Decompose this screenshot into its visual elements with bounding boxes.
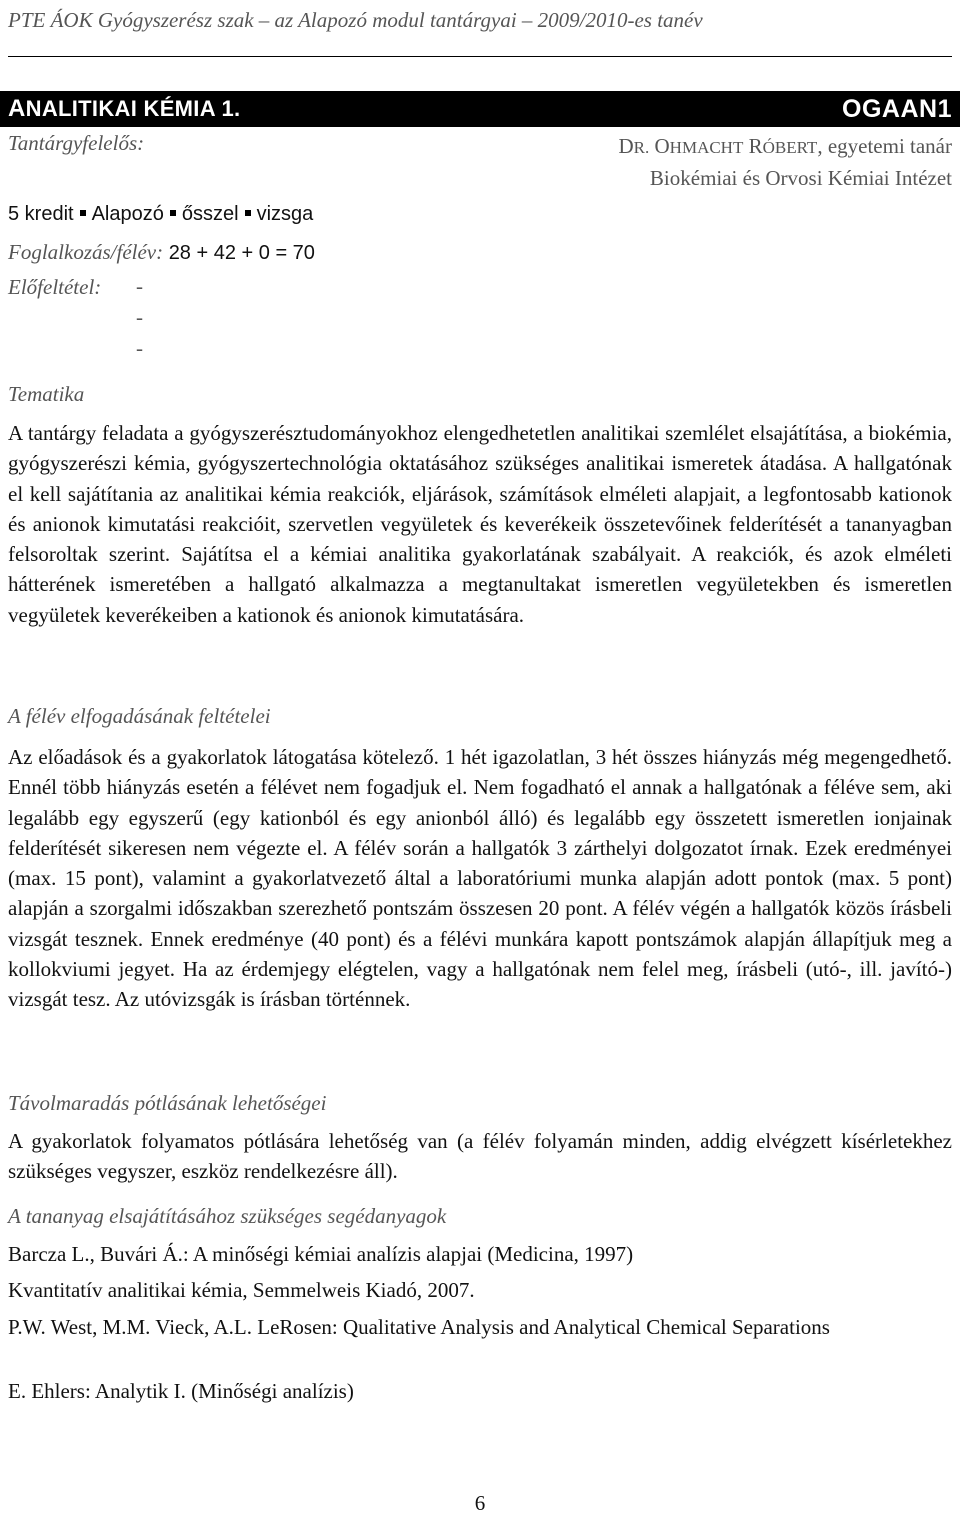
conditions-text: Az előadások és a gyakorlatok látogatása kötelező. 1 hét igazolatlan, 3 hét összes hiányzás még megengedhető. Ennél több hiányzás esetén a félévet nem fogadjuk el. Nem fogadható el annak a hallgatónak a féléve sem, aki legalább egy egyszerű (egy kationból és egy anionból álló) és legalább egy összetett ismeretlen ionjainak felderítését sikeresen nem végezte el. A félév során a hallgatók 3 zárthelyi dolgozatot írnak. Ezek eredményei (max. 15 pont), valamint a gyakorlatvezető által a laboratóriumi munka alapján adott pontok (max. 5 pont) alapján a szorgalmi időszakban szerezhető pontszám összesen 20 pont. A félév végén a hallgatók közös írásbeli vizsgát tesznek. Ennek eredménye (40 pont) és a félévi munkára kapott pontszámok alapján állapítjuk meg a kollokviumi jegyet. Ha az érdemjegy elégtelen, vagy a hallgatónak nem felel meg, írásbeli (utó-, ill. javító-) vizsgát tesz. Az utóvizsgák is írásban történnek. [8,745,952,1012]
course-title: ANALITIKAI KÉMIA 1. [8,95,241,122]
course-attributes: 5 kredit Alapozó ősszel vizsga [8,203,314,225]
page-number: 6 [474,1491,486,1515]
prereq-line: Előfeltétel: [8,275,102,299]
topics-text: A tantárgy feladata a gyógyszerésztudományokhoz elengedhetetlen analitikai szemlélet elsajátítása, a biokémia, gyógyszerészi kémia, gyógyszertechnológia oktatásához szükséges analitikai ismeretek átadása. A hallgatónak el kell sajátítania az analitikai kémia reakciók, eljárások, számítások elméleti alapjait, a legfontosabb kationok és anionok kimutatási reakcióit, szervetlen vegyületek és keverékeik összetevőinek felderítését a tananyagban felsoroltak szerint. Sajátítsa el a kémiai analitika gyakorlatának szabályait. A reakciók, és azok elméleti hátterének ismeretében a hallgató alkalmazza a megtanultakat ismeretlen vegyületekben és ismeretlen vegyületek keverékeiben a kationok és anionok kimutatására. [8,421,952,627]
prereq-value: - [136,336,143,360]
prereq-value: - [136,274,143,298]
bullet-square-icon [80,210,86,216]
bullet-square-icon [245,210,251,216]
responsible-label: Tantárgyfelelős: [8,131,145,155]
reference-item: E. Ehlers: Analytik I. (Minőségi analízis) [8,1379,354,1403]
conditions-heading: A félév elfogadásának feltételei [8,704,271,728]
reference-item: P.W. West, M.M. Vieck, A.L. LeRosen: Qualitative Analysis and Analytical Chemical Separations [8,1315,830,1339]
responsible-institute: Biokémiai és Orvosi Kémiai Intézet [649,166,952,190]
responsible-block [618,131,952,194]
makeup-text: A gyakorlatok folyamatos pótlására lehetőség van (a félév folyamán minden, addig elvégzett kísérletekhez szükséges vegyszer, eszköz rendelkezésre áll). [8,1129,952,1184]
header-rule [8,56,952,57]
reference-item: Barcza L., Buvári Á.: A minőségi kémiai analízis alapjai (Medicina, 1997) [8,1242,634,1266]
responsible-name: DR. OHMACHT RÓBERT, egyetemi tanár [618,134,952,158]
reference-item: Kvantitatív analitikai kémia, Semmelweis Kiadó, 2007. [8,1278,475,1302]
course-code: OGAAN1 [842,95,952,123]
hours-line: Foglalkozás/félév: 28 + 42 + 0 = 70 [8,240,315,264]
bullet-square-icon [170,210,176,216]
topics-heading: Tematika [8,382,85,406]
makeup-heading: Távolmaradás pótlásának lehetőségei [8,1091,327,1115]
materials-heading: A tananyag elsajátításához szükséges segédanyagok [8,1204,447,1228]
course-title-bar [0,91,960,127]
prereq-value: - [136,305,143,329]
running-header: PTE ÁOK Gyógyszerész szak – az Alapozó modul tantárgyai – 2009/2010-es tanév [8,8,703,32]
